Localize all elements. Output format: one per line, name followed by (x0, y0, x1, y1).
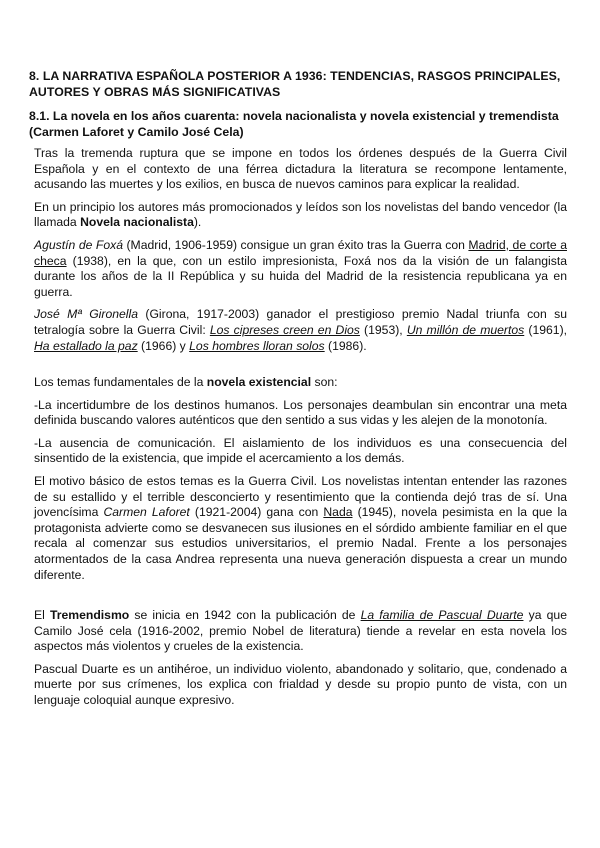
text-span: (1986). (324, 338, 367, 353)
paragraph-incertidumbre: -La incertidumbre de los destinos humanos. Los personajes deambulan sin encontrar una meta definida buscando valores auténticos que den sentido a sus vidas y les alejen de la monotonía. (34, 397, 567, 428)
text-span: ya que Camilo José cela (1916-2002, premio Nobel de literatura) tiende a revelar en esta novela los aspectos más violentos y crueles de la existencia. (34, 608, 567, 654)
text-span: (Madrid, 1906-1959) consigue un gran éxito tras la Guerra con (122, 237, 469, 252)
tremendismo-block (34, 608, 567, 716)
term-novela-nacionalista: Novela nacionalista (80, 215, 194, 230)
work-pascual-duarte: La familia de Pascual Duarte (360, 608, 524, 622)
text-span: (Girona, 1917-2003) ganador el prestigioso premio Nadal triunfa con su tetralogía sobre la Guerra Civil: (34, 307, 567, 337)
work-los-hombres-lloran-solos: Los hombres lloran solos (189, 338, 325, 353)
term-novela-existencial: novela existencial (206, 375, 312, 389)
text-span: (1953), (359, 322, 407, 337)
text-span: (1961), (524, 322, 568, 337)
paragraph-nacionalista (34, 200, 567, 231)
paragraph-pascual-duarte: Pascual Duarte es un antihéroe, un individuo violento, abandonado y solitario, que, condenado a muerte por sus crímenes, los explica con frialdad y desde su propio punto de vista, con un lenguaje coloquial aunque expresivo. (34, 661, 567, 707)
work-ha-estallado-la-paz: Ha estallado la paz (34, 338, 138, 353)
work-un-millon-de-muertos: Un millón de muertos (406, 322, 525, 337)
text-span: (1945), novela pesimista en la que la protagonista advierte como se desvanecen sus ilusiones en el sórdido ambiente familiar en el que recala al comenzar sus estudios universitarios, el premio Nadal. Frente a los personajes atormentados de la casa Andrea representa una nueva generación dispuesta a crear un mundo diferente. (34, 505, 567, 582)
paragraph-temas (34, 375, 567, 391)
section-title: 8. LA NARRATIVA ESPAÑOLA POSTERIOR A 1936: TENDENCIAS, RASGOS PRINCIPALES, AUTORES Y OBRAS MÁS SIGNIFICATIVAS (29, 69, 561, 99)
work-nada: Nada (323, 505, 353, 520)
text-span: ). (193, 215, 202, 230)
work-los-cipreses: Los cipreses creen en Dios (209, 322, 360, 337)
author-gironella: José Mª Gironella (34, 307, 138, 322)
term-tremendismo: Tremendismo (50, 608, 130, 622)
author-foxa: Agustín de Foxá (34, 237, 123, 252)
text-span: (1938), en la que, con un estilo impresionista, Foxá nos da la visión de un falangista durante los años de la II República y su huida del Madrid de la resistencia republicana ya en guerra. (34, 253, 567, 299)
paragraph-intro: Tras la tremenda ruptura que se impone en todos los órdenes después de la Guerra Civil Española y en el contexto de una férrea dictadura la literatura se recompone lentamente, acusando las muertes y los exilios, en busca de nuevos caminos para explicar la realidad. (34, 146, 567, 192)
existencial-block (34, 375, 567, 590)
text-span: El motivo básico de estos temas es la Guerra Civil. Los novelistas intentan entender las razones de su estallido y el terrible desconcierto y resentimiento que la contienda dejó tras de sí. Una jovencísima (34, 473, 567, 520)
text-span: El (34, 608, 50, 622)
paragraph-gironella (34, 307, 567, 354)
text-span: En un principio los autores más promocionados y leídos son los novelistas del bando vencedor (la llamada (34, 199, 567, 230)
text-span: (1921-2004) gana con (189, 505, 324, 520)
subsection-title: 8.1. La novela en los años cuarenta: novela nacionalista y novela existencial y tremendista (Carmen Laforet y Camilo José Cela) (29, 109, 559, 139)
text-span: (1966) y (137, 338, 190, 353)
author-laforet: Carmen Laforet (103, 505, 190, 520)
paragraph-foxa (34, 238, 567, 300)
work-madrid-de-corte-a-checa: Madrid, de corte a checa (34, 237, 567, 268)
paragraph-comunicacion: -La ausencia de comunicación. El aislamiento de los individuos es una consecuencia del sinsentido de la existencia, que impide el acercamiento a los demás. (34, 435, 567, 466)
intro-block (34, 146, 567, 361)
text-span: Los temas fundamentales de la (34, 375, 207, 389)
text-span: son: (311, 375, 338, 389)
text-span: se inicia en 1942 con la publicación de (129, 608, 361, 622)
paragraph-tremendismo (34, 608, 567, 655)
paragraph-laforet (34, 474, 567, 583)
